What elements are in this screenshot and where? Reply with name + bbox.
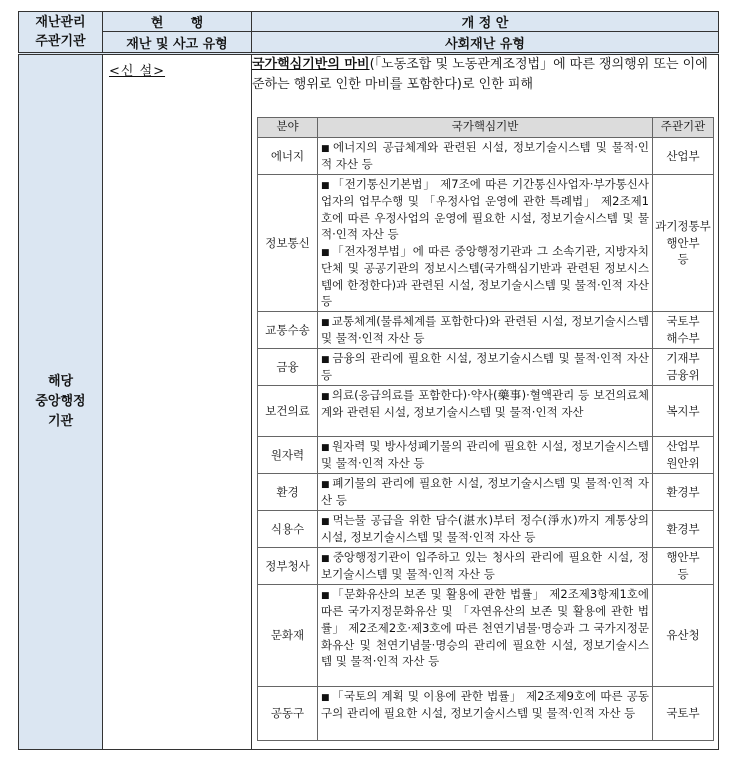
list-item: [321, 438, 649, 472]
list-item: [321, 139, 649, 173]
header-lead-agency-label: 재난관리 주관기관: [35, 14, 86, 49]
agency-cell: 산업부 원안위: [653, 437, 714, 474]
item-text: 폐기물의 관리에 필요한 시설, 정보기술시스템 및 물적·인적 자산 등: [321, 476, 649, 508]
intro-title: 국가핵심기반의 마비: [252, 57, 370, 72]
side-agency-cell: [19, 54, 103, 750]
header-amendment-label: 개 정 안: [461, 16, 509, 31]
list-item: [321, 586, 649, 670]
square-bullet-icon: ■: [321, 144, 332, 155]
current-cell: [103, 54, 252, 750]
field-cell: 공동구: [258, 687, 318, 741]
header-social-disaster-type: [252, 32, 719, 54]
infrastructure-table-body: [258, 138, 714, 741]
header-disaster-type-label: 재난 및 사고 유형: [126, 36, 228, 52]
infrastructure-cell: [318, 474, 653, 511]
table-row: [258, 474, 714, 511]
item-text: 금융의 관리에 필요한 시설, 정보기술시스템 및 물적·인적 자산 등: [321, 351, 649, 383]
col-header-infrastructure: 국가핵심기반: [318, 118, 653, 138]
item-text: 「전기통신기본법」 제7조에 따른 기간통신사업자·부가통신사업자의 업무수행 및 「우정사업 운영에 관한 특례법」 제2조제1호에 따른 우정사업의 운영에 필요한 시설, 정보기술시스템 및 물적·인적 자산 등: [321, 177, 649, 242]
new-provision-label: <신 설>: [109, 64, 166, 79]
field-cell: 식용수: [258, 511, 318, 548]
agency-cell: 환경부: [653, 511, 714, 548]
col-header-field: 분야: [258, 118, 318, 138]
square-bullet-icon: ■: [321, 517, 331, 528]
header-current: [103, 12, 252, 32]
infrastructure-cell: [318, 437, 653, 474]
col-header-agency: 주관기관: [653, 118, 714, 138]
table-row: [258, 511, 714, 548]
header-disaster-type: [103, 32, 252, 54]
field-cell: 환경: [258, 474, 318, 511]
item-text: 중앙행정기관이 입주하고 있는 청사의 관리에 필요한 시설, 정보기술시스템 및 물적·인적 자산 등: [321, 550, 649, 582]
header-current-label: 현 행: [150, 16, 204, 31]
field-cell: 원자력: [258, 437, 318, 474]
infrastructure-cell: [318, 386, 653, 437]
field-cell: 정부청사: [258, 548, 318, 585]
square-bullet-icon: ■: [321, 355, 331, 366]
infrastructure-cell: [318, 349, 653, 386]
field-cell: 보건의료: [258, 386, 318, 437]
item-text: 「문화유산의 보존 및 활용에 관한 법률」 제2조제3항제1호에 따른 국가지정문화유산 및 「자연유산의 보존 및 활용에 관한 법률」 제2조제2호·제3호에 따른 천연기념물·명승과 그 국가지정문화유산 및 천연기념물·명승의 관리에 필요한 시설, 정보기술시스템 및 물적·인적 자산 등: [321, 587, 649, 669]
list-item: [321, 350, 649, 384]
square-bullet-icon: ■: [321, 443, 330, 454]
header-social-disaster-type-label: 사회재난 유형: [445, 36, 525, 52]
square-bullet-icon: ■: [321, 248, 331, 259]
field-cell: 정보통신: [258, 175, 318, 312]
table-row: [258, 585, 714, 687]
header-amendment: [252, 12, 719, 32]
infrastructure-cell: [318, 585, 653, 687]
square-bullet-icon: ■: [321, 181, 331, 191]
amendment-intro: [252, 55, 718, 95]
agency-cell: 국토부: [653, 687, 714, 741]
infrastructure-cell: [318, 175, 653, 312]
agency-cell: 복지부: [653, 386, 714, 437]
table-row: [258, 349, 714, 386]
list-item: [321, 688, 649, 722]
intro-text: (「노동조합 및 노동관계조정법」에 따른 쟁의행위 또는 이에 준하는 행위로 인한 마비를 포함한다)로 인한 피해: [252, 57, 708, 93]
field-cell: 문화재: [258, 585, 318, 687]
agency-cell: 국토부 해수부: [653, 312, 714, 349]
table-row: [258, 548, 714, 585]
square-bullet-icon: ■: [321, 392, 330, 403]
item-text: 교통체계(물류체계를 포함한다)와 관련된 시설, 정보기술시스템 및 물적·인적 자산 등: [321, 314, 649, 346]
square-bullet-icon: ■: [321, 318, 330, 329]
list-item: [321, 176, 649, 243]
amendment-cell: [252, 54, 719, 750]
item-text: 먹는물 공급을 위한 담수(湛水)부터 정수(淨水)까지 계통상의 시설, 정보기술시스템 및 물적·인적 자산 등: [321, 513, 649, 545]
comparison-table: [18, 11, 719, 750]
table-row: [258, 386, 714, 437]
agency-cell: 행안부 등: [653, 548, 714, 585]
item-text: 에너지의 공급체계와 관련된 시설, 정보기술시스템 및 물적·인적 자산 등: [321, 140, 649, 172]
infrastructure-cell: [318, 548, 653, 585]
list-item: [321, 313, 649, 347]
infrastructure-cell: [318, 687, 653, 741]
table-row: [258, 437, 714, 474]
agency-cell: 과기정통부 행안부 등: [653, 175, 714, 312]
agency-cell: 기재부 금융위: [653, 349, 714, 386]
list-item: [321, 549, 649, 583]
agency-cell: 산업부: [653, 138, 714, 175]
infrastructure-cell: [318, 138, 653, 175]
field-cell: 금융: [258, 349, 318, 386]
infrastructure-cell: [318, 312, 653, 349]
square-bullet-icon: ■: [321, 591, 331, 602]
table-row: [258, 312, 714, 349]
side-agency-label: 해당 중앙행정 기관: [35, 373, 86, 430]
list-item: [321, 475, 649, 509]
table-row: [258, 175, 714, 312]
header-lead-agency: [19, 12, 103, 54]
square-bullet-icon: ■: [321, 480, 331, 491]
agency-cell: 환경부: [653, 474, 714, 511]
field-cell: 교통수송: [258, 312, 318, 349]
square-bullet-icon: ■: [321, 693, 331, 704]
list-item: [321, 243, 649, 310]
infrastructure-cell: [318, 511, 653, 548]
item-text: 의료(응급의료를 포함한다)·약사(藥事)·혈액관리 등 보건의료체계와 관련된 시설, 정보기술시스템 및 물적·인적 자산: [321, 388, 649, 420]
table-row: [258, 138, 714, 175]
item-text: 「전자정부법」에 따른 중앙행정기관과 그 소속기관, 지방자치단체 및 공공기관의 정보시스템(국가핵심기반과 관련된 정보시스템에 한정한다)과 관련된 시설, 정보기술시스템 및 물적·인적 자산 등: [321, 244, 649, 309]
list-item: [321, 387, 649, 421]
agency-cell: 유산청: [653, 585, 714, 687]
infrastructure-table: [257, 117, 714, 741]
field-cell: 에너지: [258, 138, 318, 175]
square-bullet-icon: ■: [321, 554, 331, 565]
item-text: 원자력 및 방사성폐기물의 관리에 필요한 시설, 정보기술시스템 및 물적·인적 자산 등: [321, 439, 649, 471]
table-row: [258, 687, 714, 741]
list-item: [321, 512, 649, 546]
item-text: 「국토의 계획 및 이용에 관한 법률」 제2조제9호에 따른 공동구의 관리에 필요한 시설, 정보기술시스템 및 물적·인적 자산 등: [321, 689, 649, 721]
